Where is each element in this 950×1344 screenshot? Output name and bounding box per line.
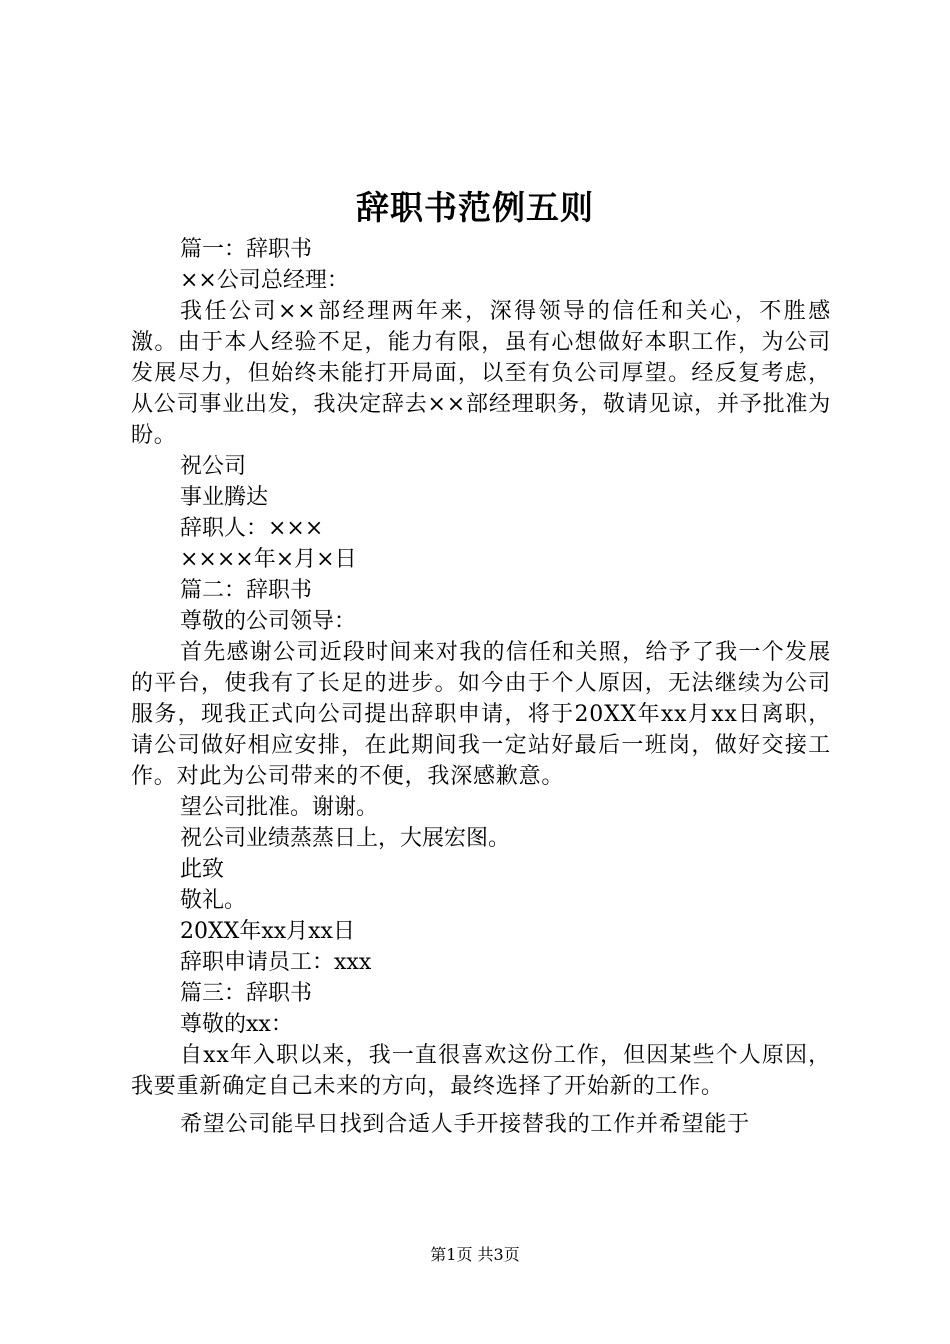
closing-line: 祝公司 bbox=[180, 454, 247, 479]
date-line: 20XX年xx月xx日 bbox=[180, 919, 355, 944]
page-footer: 第1页 共3页 bbox=[430, 1245, 520, 1264]
body-paragraph-3: 自xx年入职以来，我一直很喜欢这份工作，但因某些个人原因，我要重新确定自己未来的方向，最终选择了开始新的工作。 bbox=[131, 1043, 831, 1099]
document-body bbox=[131, 234, 831, 1140]
document-title: 辞职书范例五则 bbox=[356, 188, 594, 227]
salutation-2: 尊敬的公司领导： bbox=[180, 609, 357, 634]
section-heading-3: 篇三：辞职书 bbox=[180, 981, 313, 1006]
closing-line: 敬礼。 bbox=[180, 888, 247, 913]
signature-line: 辞职申请员工：xxx bbox=[180, 950, 372, 975]
salutation-1: ××公司总经理： bbox=[180, 268, 349, 293]
closing-line: 祝公司业绩蒸蒸日上，大展宏图。 bbox=[180, 826, 511, 851]
body-paragraph-2: 首先感谢公司近段时间来对我的信任和关照，给予了我一个发展的平台，使我有了长足的进步。如今由于个人原因，无法继续为公司服务，现我正式向公司提出辞职申请，将于20XX年xx月xx日离职，请公司做好相应安排，在此期间我一定站好最后一班岗，做好交接工作。对此为公司带来的不便，我深感歉意。 bbox=[131, 640, 831, 789]
closing-line: 此致 bbox=[180, 857, 225, 882]
section-heading-1: 篇一：辞职书 bbox=[180, 237, 313, 262]
body-paragraph-4: 希望公司能早日找到合适人手开接替我的工作并希望能于 bbox=[180, 1112, 751, 1137]
salutation-3: 尊敬的xx： bbox=[180, 1012, 293, 1037]
date-line: ××××年×月×日 bbox=[180, 547, 357, 572]
body-paragraph-1: 我任公司××部经理两年来，深得领导的信任和关心，不胜感激。由于本人经验不足，能力有限，虽有心想做好本职工作，为公司发展尽力，但始终未能打开局面，以至有负公司厚望。经反复考虑，从公司事业出发，我决定辞去××部经理职务，敬请见谅，并予批准为盼。 bbox=[131, 299, 831, 448]
signature-line: 辞职人：××× bbox=[180, 516, 324, 541]
section-heading-2: 篇二：辞职书 bbox=[180, 578, 313, 603]
closing-line: 望公司批准。谢谢。 bbox=[180, 795, 379, 820]
closing-line: 事业腾达 bbox=[180, 485, 269, 510]
